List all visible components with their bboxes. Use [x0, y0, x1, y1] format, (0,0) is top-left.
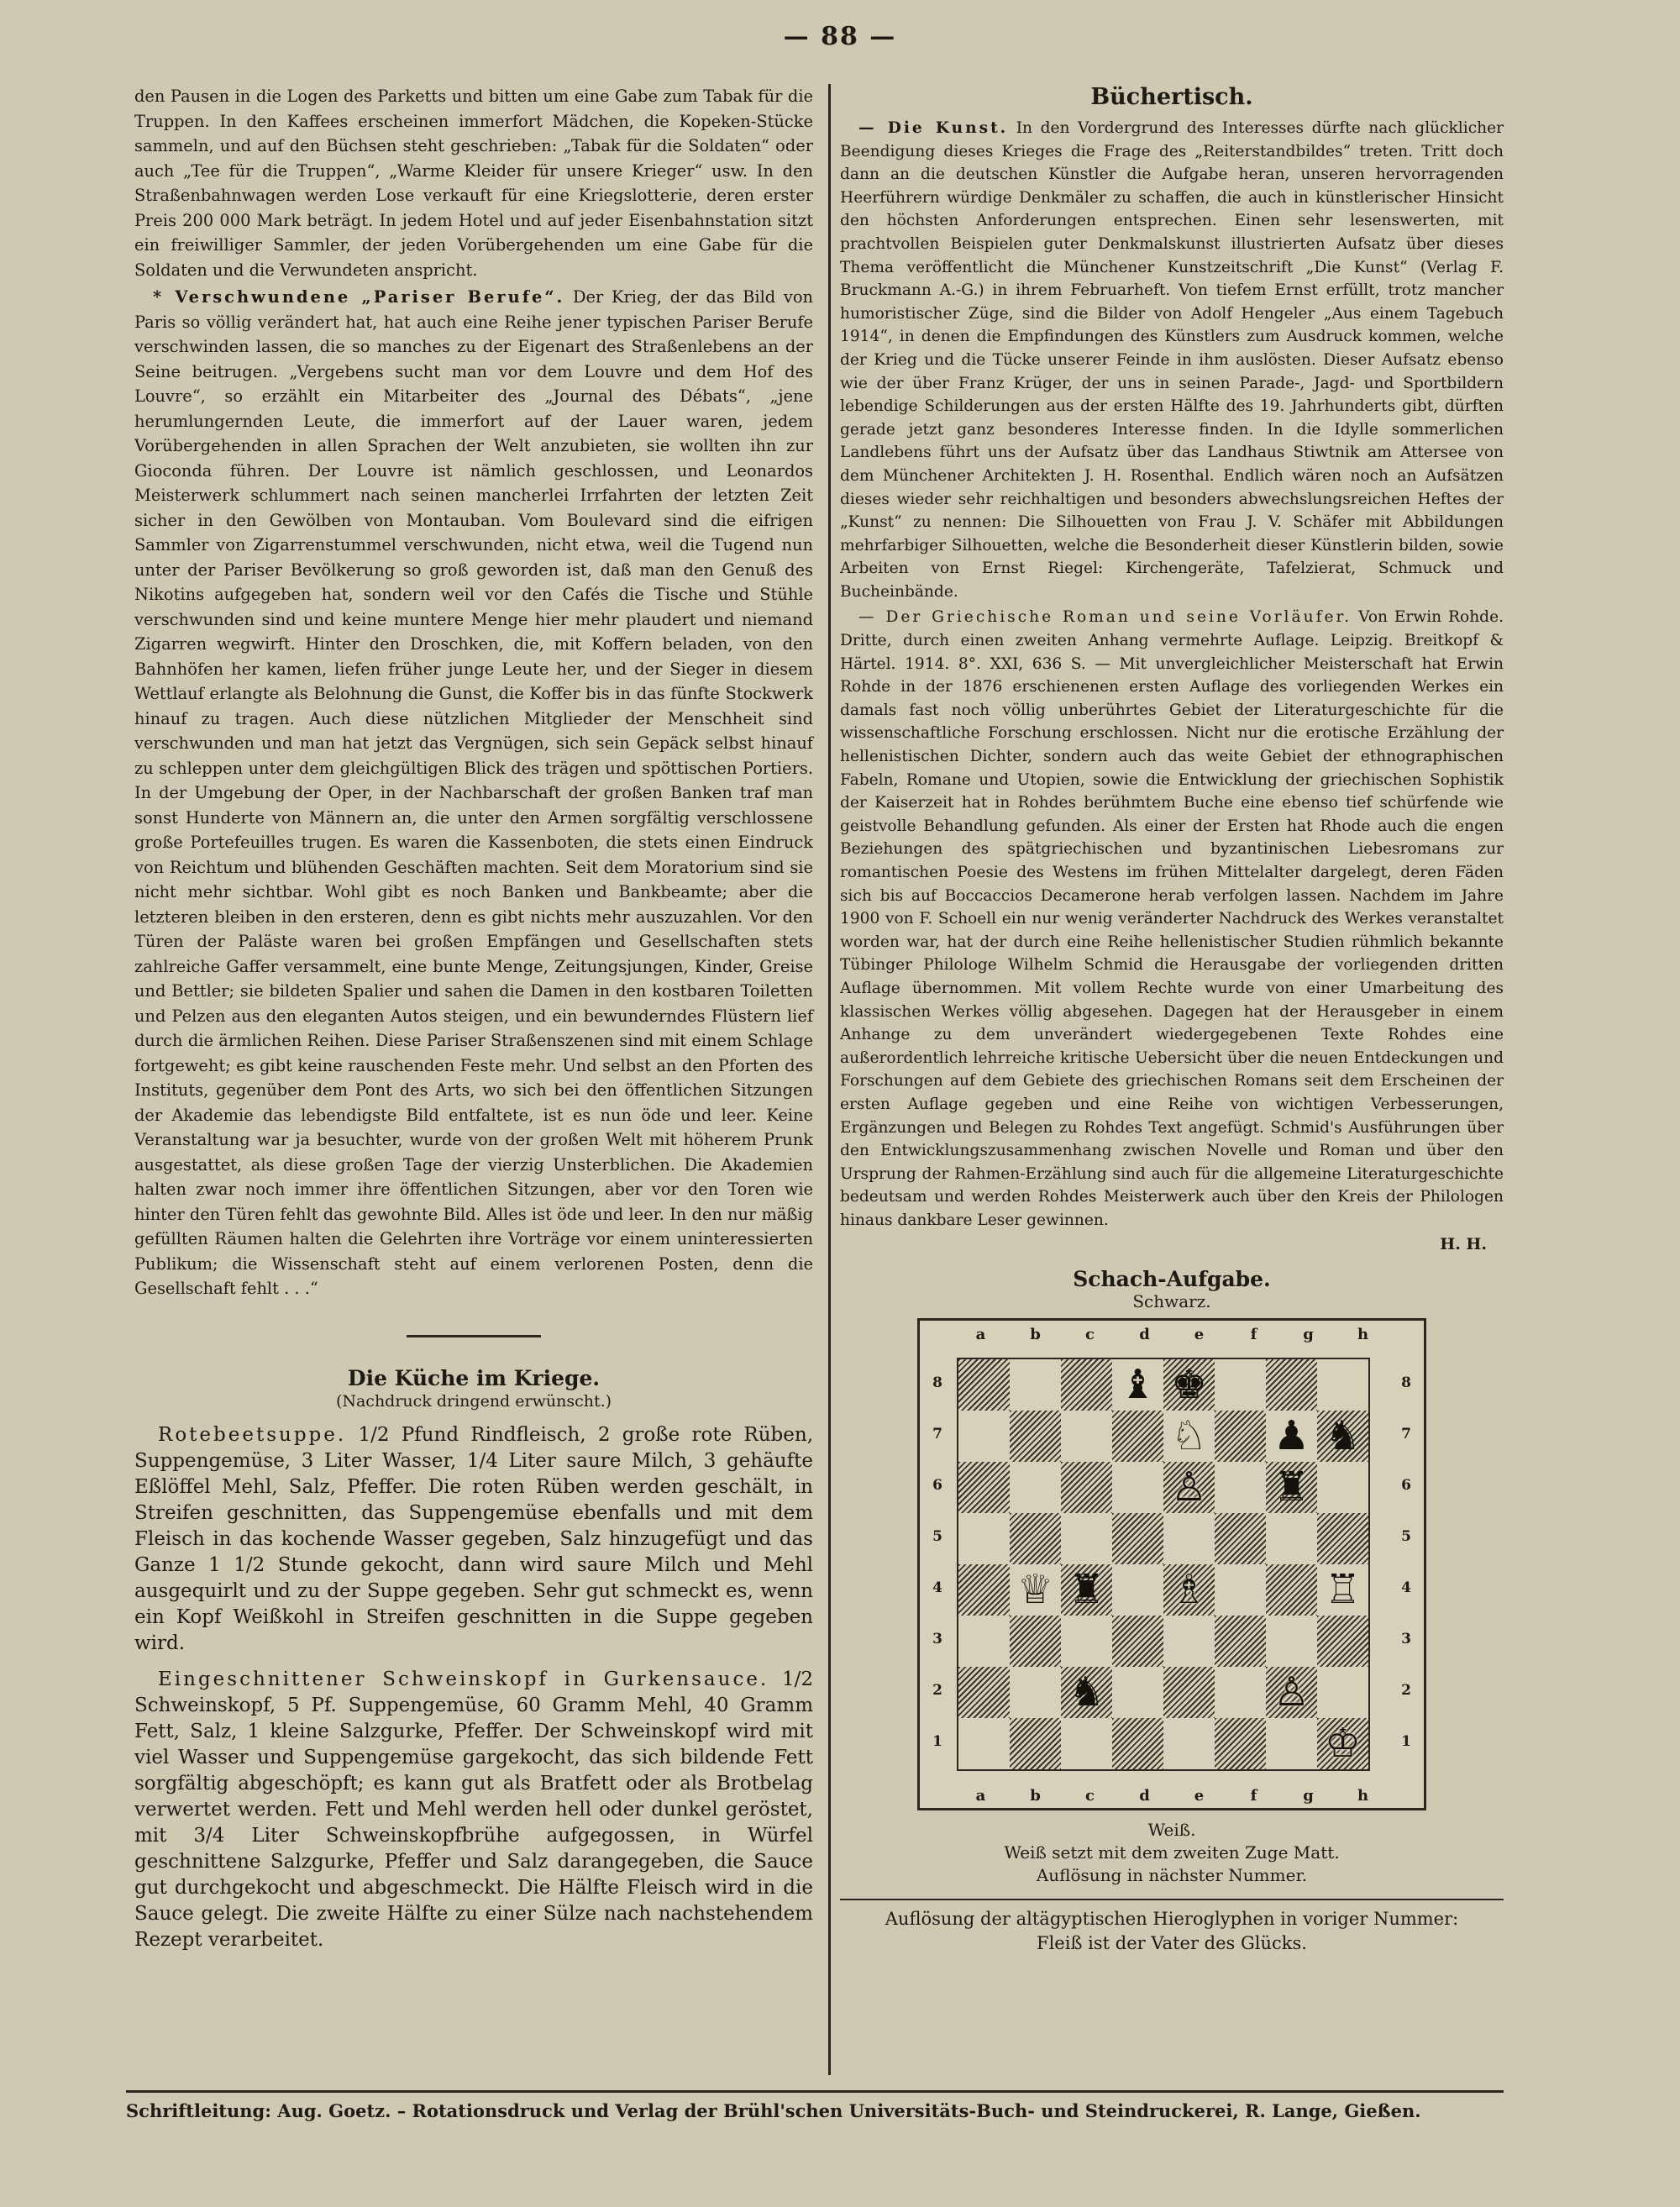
board-square-d3: [1112, 1616, 1163, 1667]
board-square-c6: [1061, 1462, 1112, 1513]
column-divider: [828, 84, 831, 2075]
rank-label: 3: [1401, 1631, 1411, 1647]
board-square-f6: [1215, 1462, 1266, 1513]
file-label: d: [1139, 1786, 1150, 1805]
roman-text: Von Erwin Rohde. Dritte, durch einen zweiten Anhang vermehrte Auflage. Leipzig. Breitkopf & Härtel. 1914. 8°. XXI, 636 S. — Mit unvergleichlicher Meisterschaft hat Erwin Rohde in der 1876 erschienenen ersten Auflage des vorliegenden Werkes ein damals fast noch völlig unberührtes Gebiet der Literaturgeschichte für die wissenschaftliche Forschung erschlossen. Nicht nur die erotische Erzählung der hellenistischen Dichter, sondern auch das weite Gebiet der ethnographischen Fabeln, Romane und Utopien, sowie die Entwicklung der griechischen Sophistik der Kaiserzeit hat in Rohdes berühmtem Buche eine ebenso tief schürfende wie geistvolle Behandlung gefunden. Als einer der Ersten hat Rhode auch die engen Beziehungen des spätgriechischen und byzantinischen Liebesromans zur romantischen Poesie des Westens im frühen Mittelalter dargelegt, deren Fäden sich bis auf Boccaccios Decamerone herab verfolgen lassen. Nachdem im Jahre 1900 von F. Schoell ein nur wenig veränderter Nachdruck des Werkes veranstaltet worden war, hat der durch eine Reihe hellenistischer Studien rühmlich bekannte Tübinger Philologe Wilhelm Schmid die Herausgabe der vorliegenden dritten Auflage übernommen. Mit vollem Rechte wurde von einer Umarbeitung des klassischen Werkes völlig abgesehen. Dagegen hat der Herausgeber in einem Anhange zu dem unverändert wiedergegebenen Texte Rohdes eine außerordentlich lehrreiche kritische Uebersicht über die neuen Entdeckungen und Forschungen auf dem Gebiete des griechischen Romans seit dem Erscheinen der ersten Auflage gegeben und eine Reihe von wichtigen Verbesserungen, Ergänzungen und Belegen zu Rohdes Text angefügt. Schmid's Ausführungen über den Entwicklungszusammenhang zwischen Novelle und Roman und über den Ursprung der Rahmen-Erzählung sind auch für die allgemeine Literaturgeschichte bedeutsam und werden Rohdes Meisterwerk auch über den Kreis der Philologen hinaus dankbare Leser gewinnen.: [840, 608, 1504, 1229]
right-column: [840, 84, 1504, 1956]
board-square-c4: [1061, 1564, 1112, 1616]
board-square-b3: [1010, 1616, 1061, 1667]
board-square-g5: [1266, 1513, 1317, 1564]
file-label: e: [1194, 1786, 1205, 1805]
chess-piece-black-g7: ♟: [1273, 1412, 1310, 1459]
board-square-h4: [1317, 1564, 1368, 1616]
recipes-subtitle: (Nachdruck dringend erwünscht.): [335, 1391, 612, 1411]
file-labels-top: [953, 1326, 1390, 1343]
chess-piece-white-b4: ♕: [1016, 1566, 1054, 1613]
rank-labels-left: [925, 1358, 950, 1768]
board-square-d1: [1112, 1718, 1163, 1769]
rank-label: 8: [1401, 1374, 1411, 1391]
chess-piece-white-e7: ♘: [1170, 1412, 1208, 1459]
recipes-title: Die Küche im Kriege.: [347, 1365, 601, 1390]
vanished-professions-heading: * Verschwundene „Pariser Berufe“.: [153, 287, 565, 307]
recipe-title: Rotebeetsuppe.: [158, 1423, 347, 1446]
board-square-a4: [958, 1564, 1010, 1616]
board-square-e7: [1163, 1411, 1215, 1462]
rank-label: 4: [1401, 1579, 1411, 1596]
board-square-a5: [958, 1513, 1010, 1564]
recipe-schweinskopf: [134, 1667, 813, 1953]
rank-label: 4: [932, 1579, 942, 1596]
board-square-f8: [1215, 1359, 1266, 1411]
footer-rule: [126, 2090, 1504, 2093]
file-label: g: [1303, 1325, 1314, 1343]
chess-piece-black-c2: ♞: [1068, 1668, 1105, 1716]
rank-label: 2: [932, 1682, 942, 1699]
board-square-h2: [1317, 1667, 1368, 1718]
board-square-e4: [1163, 1564, 1215, 1616]
board-square-c7: [1061, 1411, 1112, 1462]
chess-piece-white-g2: ♙: [1273, 1668, 1310, 1716]
board-square-h1: [1317, 1718, 1368, 1769]
chess-piece-black-h7: ♞: [1324, 1412, 1362, 1459]
recipe-title: Eingeschnittener Schweinskopf in Gurkensauce.: [158, 1668, 769, 1690]
vanished-professions-article: [134, 285, 813, 1301]
chess-white-label: Weiß.: [1147, 1819, 1196, 1840]
chess-board: [957, 1358, 1370, 1771]
board-square-g3: [1266, 1616, 1317, 1667]
file-label: h: [1357, 1325, 1369, 1343]
board-square-b7: [1010, 1411, 1061, 1462]
board-square-f2: [1215, 1667, 1266, 1718]
chess-piece-black-e8: ♚: [1170, 1361, 1208, 1408]
board-square-g8: [1266, 1359, 1317, 1411]
file-label: b: [1030, 1786, 1041, 1805]
board-square-d4: [1112, 1564, 1163, 1616]
board-square-d2: [1112, 1667, 1163, 1718]
recipe-text: 1/2 Pfund Rindfleisch, 2 große rote Rüben, Suppengemüse, 3 Liter Wasser, 1/4 Liter saure Milch, 3 gehäufte Eßlöffel Mehl, Salz, Pfeffer. Die roten Rüben werden geschält, in Streifen geschnitten, das Suppengemüse ebenfalls und mit dem Fleisch in das kochende Wasser gegeben, Salz hinzugefügt und das Ganze 1 1/2 Stunde gekocht, dann wird saure Milch und Mehl ausgequirlt und zu der Suppe gegeben. Sehr gut schmeckt es, wenn ein Kopf Weißkohl in Streifen geschnitten in die Suppe gegeben wird.: [134, 1423, 814, 1654]
board-square-a6: [958, 1462, 1010, 1513]
board-square-h5: [1317, 1513, 1368, 1564]
board-square-a3: [958, 1616, 1010, 1667]
board-square-e6: [1163, 1462, 1215, 1513]
board-square-g4: [1266, 1564, 1317, 1616]
chess-caption: [840, 1819, 1504, 1887]
file-label: d: [1139, 1325, 1150, 1343]
chess-piece-white-h4: ♖: [1324, 1566, 1362, 1613]
board-square-e1: [1163, 1718, 1215, 1769]
board-square-g1: [1266, 1718, 1317, 1769]
file-label: h: [1357, 1786, 1369, 1805]
board-square-b6: [1010, 1462, 1061, 1513]
rank-label: 6: [932, 1477, 942, 1494]
notice-divider: [840, 1899, 1504, 1900]
board-square-d7: [1112, 1411, 1163, 1462]
imprint-footer: Schriftleitung: Aug. Goetz. – Rotationsdruck und Verlag der Brühl'schen Universitäts-Buch- und Steindruckerei, R. Lange, Gießen.: [126, 2100, 1421, 2121]
file-label: c: [1085, 1325, 1095, 1343]
board-square-c2: [1061, 1667, 1112, 1718]
kunst-heading: — Die Kunst.: [858, 119, 1009, 137]
board-square-f1: [1215, 1718, 1266, 1769]
board-square-f7: [1215, 1411, 1266, 1462]
board-square-f4: [1215, 1564, 1266, 1616]
board-square-a2: [958, 1667, 1010, 1718]
chess-piece-black-c4: ♜: [1068, 1566, 1105, 1613]
kunst-review: [840, 117, 1504, 603]
board-square-h7: [1317, 1411, 1368, 1462]
chess-caption-line1: Weiß setzt mit dem zweiten Zuge Matt.: [1004, 1842, 1340, 1863]
chess-piece-white-h1: ♔: [1324, 1720, 1362, 1767]
board-square-a8: [958, 1359, 1010, 1411]
file-label: a: [975, 1786, 986, 1805]
board-square-c8: [1061, 1359, 1112, 1411]
chess-piece-black-g6: ♜: [1273, 1463, 1310, 1511]
file-labels-bottom: [953, 1787, 1390, 1805]
rank-label: 5: [932, 1528, 942, 1545]
notice-line1: Auflösung der altägyptischen Hieroglyphen in voriger Nummer:: [885, 1908, 1459, 1929]
rank-label: 3: [932, 1631, 942, 1647]
review-signature: H. H.: [1440, 1234, 1487, 1253]
board-square-d5: [1112, 1513, 1163, 1564]
board-square-c1: [1061, 1718, 1112, 1769]
chess-diagram: [917, 1318, 1426, 1810]
buechertisch-title: Büchertisch.: [1090, 84, 1253, 110]
hieroglyph-notice: [840, 1907, 1504, 1956]
file-label: f: [1250, 1786, 1257, 1805]
file-label: b: [1030, 1325, 1041, 1343]
chess-black-label: Schwarz.: [1132, 1290, 1211, 1311]
board-square-b8: [1010, 1359, 1061, 1411]
board-square-h6: [1317, 1462, 1368, 1513]
rank-label: 2: [1401, 1682, 1411, 1699]
board-square-h8: [1317, 1359, 1368, 1411]
board-square-g6: [1266, 1462, 1317, 1513]
chess-piece-white-e4: ♗: [1170, 1566, 1208, 1613]
board-square-e5: [1163, 1513, 1215, 1564]
rank-label: 8: [932, 1374, 942, 1391]
rank-label: 6: [1401, 1477, 1411, 1494]
board-square-g2: [1266, 1667, 1317, 1718]
vanished-professions-text: Der Krieg, der das Bild von Paris so völlig verändert hat, hat auch eine Reihe jener typischen Pariser Berufe verschwinden lassen, die so manches zu der Eigenart des Straßenlebens an der Seine beitrugen. „Vergebens sucht man vor dem Louvre und dem Hof des Louvre“, so erzählt ein Mitarbeiter des „Journal des Débats“, „jene herumlungernden Leute, die immerfort auf der Lauer waren, jedem Vorübergehenden in allen Sprachen der Welt anzubieten, sie wollten ihn zur Gioconda führen. Der Louvre ist nämlich geschlossen, und Leonardos Meisterwerk schlummert nach seinen mancherlei Irrfahrten der letzten Zeit sicher in den Gewölben von Montauban. Vom Boulevard sind die eifrigen Sammler von Zigarrenstummel verschwunden, nicht etwa, weil die Tugend nun unter der Pariser Bevölkerung so groß geworden ist, daß man den Genuß des Nikotins aufgegeben hat, sondern weil vor den Cafés die Tische und Stühle verschwunden sind und keine muntere Menge hier mehr plaudert und niemand Zigarren wegwirft. Hinter den Droschken, die, mit Koffern beladen, von den Bahnhöfen her kamen, liefen früher junge Leute her, und der Sieger in diesem Wettlauf erlangte als Belohnung die Gunst, die Koffer bis in das fünfte Stockwerk hinauf zu tragen. Auch diese nützlichen Mitglieder der Menschheit sind verschwunden und man hat jetzt das Vergnügen, sich sein Gepäck selbst hinauf zu schleppen unter dem gleichgültigen Blick des trägen und spöttischen Portiers. In der Umgebung der Oper, in der Nachbarschaft der großen Banken traf man sonst Hunderte von Männern an, die unter den Armen sorgfältig verschlossene große Portefeuilles trugen. Es waren die Kassenboten, die stets einen Eindruck von Reichtum und blühenden Geschäften machten. Seit dem Moratorium sind sie nicht mehr sichtbar. Wohl gibt es noch Banken und Bankbeamte; aber die letzteren bleiben in den ersteren, denn es gibt nichts mehr auszuzahlen. Vor den Türen der Paläste waren bei großen Empfängen und Gesellschaften stets zahlreiche Gaffer versammelt, eine bunte Menge, Zeitungsjungen, Kinder, Greise und Bettler; sie bildeten Spalier und sahen die Damen in den kostbaren Toiletten und Pelzen aus den eleganten Autos steigen, und ein bewunderndes Flüstern lief durch die ärmlichen Reihen. Diese Pariser Straßenszenen sind mit einem Schlage fortgeweht; es gibt keine rauschenden Feste mehr. Und selbst an den Pforten des Instituts, gegenüber dem Pont des Arts, wo sich bei den öffentlichen Sitzungen der Akademie das lebendigste Bild entfaltete, ist es nun öde und leer. Keine Veranstaltung war ja besuchter, wurde von der großen Welt mit höherem Prunk ausgestattet, als diese großen Tage der vierzig Unsterblichen. Die Akademien halten zwar noch immer ihre öffentlichen Sitzungen, aber vor den Toren wie hinter den Türen fehlt das gewohnte Bild. Alles ist öde und leer. In den nur mäßig gefüllten Räumen halten die Gelehrten ihre Vorträge vor einem uninteressierten Publikum; die Wissenschaft steht auf einem verlorenen Posten, denn die Gesellschaft fehlt . . .“: [134, 287, 813, 1298]
recipe-text: 1/2 Schweinskopf, 5 Pf. Suppengemüse, 60 Gramm Mehl, 40 Gramm Fett, Salz, 1 kleine Salzgurke, Pfeffer. Der Schweinskopf wird mit viel Wasser und Suppengemüse gargekocht, das sich bildende Fett sorgfältig abgeschöpft; es kann gut als Bratfett oder als Brotbelag verwertet werden. Fett und Mehl werden hell oder dunkel geröstet, mit 3/4 Liter Schweinskopfbrühe aufgegossen, in Würfel geschnittene Salzgurke, Pfeffer und Salz darangegeben, die Sauce gut durchgekocht und abgeschmeckt. Die Hälfte Fleisch wird in die Sauce gelegt. Die zweite Hälfte zu einer Sülze nach nachstehendem Rezept verarbeitet.: [134, 1668, 813, 1951]
notice-line2: Fleiß ist der Vater des Glücks.: [1037, 1932, 1307, 1953]
chess-title: Schach-Aufgabe.: [1073, 1266, 1271, 1291]
board-square-e8: [1163, 1359, 1215, 1411]
board-square-a1: [958, 1718, 1010, 1769]
rank-labels-right: [1394, 1358, 1419, 1768]
board-square-b1: [1010, 1718, 1061, 1769]
board-square-b2: [1010, 1667, 1061, 1718]
left-column: [134, 84, 813, 1963]
board-square-f5: [1215, 1513, 1266, 1564]
roman-review: [840, 606, 1504, 1232]
file-label: e: [1194, 1325, 1205, 1343]
board-square-b4: [1010, 1564, 1061, 1616]
tobacco-paragraph: den Pausen in die Logen des Parketts und bitten um eine Gabe zum Tabak für die Truppen. In den Kaffees erscheinen immerfort Mädchen, die Kopeken-Stücke sammeln, und auf den Büchsen steht geschrieben: „Tabak für die Soldaten“ oder auch „Tee für die Truppen“, „Warme Kleider für unsere Krieger“ usw. In den Straßenbahnwagen werden Lose verkauft für eine Kriegslotterie, deren erster Preis 200 000 Mark beträgt. In jedem Hotel und auf jeder Eisenbahnstation sitzt ein freiwilliger Sammler, der jeden Vorübergehenden um eine Gabe für die Soldaten und die Verwundeten anspricht.: [134, 87, 813, 280]
rank-label: 1: [932, 1733, 942, 1750]
board-square-b5: [1010, 1513, 1061, 1564]
board-square-e2: [1163, 1667, 1215, 1718]
recipe-rotebeetsuppe: [134, 1422, 813, 1657]
chess-caption-line2: Auflösung in nächster Nummer.: [1036, 1864, 1308, 1885]
rank-label: 7: [932, 1426, 942, 1442]
board-square-h3: [1317, 1616, 1368, 1667]
rank-label: 1: [1401, 1733, 1411, 1750]
chess-piece-white-e6: ♙: [1170, 1463, 1208, 1511]
board-square-e3: [1163, 1616, 1215, 1667]
chess-piece-black-d8: ♝: [1119, 1361, 1157, 1408]
rank-label: 7: [1401, 1426, 1411, 1442]
page-number: — 88 —: [783, 22, 897, 51]
file-label: f: [1250, 1325, 1257, 1343]
board-square-c3: [1061, 1616, 1112, 1667]
file-label: c: [1085, 1786, 1095, 1805]
kunst-text: In den Vordergrund des Interesses dürfte nach glücklicher Beendigung dieses Krieges die Frage des „Reiterstandbildes“ treten. Tritt doch dann an die deutschen Künstler die Aufgabe heran, unseren hervorragenden Heerführern würdige Denkmäler zu schaffen, die auch in künstlerischer Hinsicht den höchsten Anforderungen entsprechen. Einen sehr lesenswerten, mit prachtvollen Beispielen guter Denkmalskunst illustrierten Aufsatz über dieses Thema veröffentlicht die Münchener Kunstzeitschrift „Die Kunst“ (Verlag F. Bruckmann A.-G.) in ihrem Februarheft. Von tiefem Ernst erfüllt, trotz mancher humoristischer Züge, sind die Bilder von Adolf Hengeler „Aus einem Tagebuch 1914“, in denen die Empfindungen des Künstlers zum Ausdruck kommen, welche der Krieg und die Tücke unserer Feinde in ihm auslösten. Dieser Aufsatz ebenso wie der über Franz Krüger, der uns in seinen Parade-, Jagd- und Sportbildern lebendige Schilderungen aus der ersten Hälfte des 19. Jahrhunderts gibt, dürften gerade jetzt ganz besonderes Interesse finden. In die Idylle sommerlichen Landlebens führt uns der Aufsatz über das Landhaus Stiwtnik am Attersee von dem Münchener Architekten J. H. Rosenthal. Endlich wären noch an Aufsätzen dieses wieder sehr reichhaltigen und besonders abwechslungsreichen Heftes der „Kunst“ zu nennen: Die Silhouetten von Frau J. V. Schäfer mit Abbildungen mehrfarbiger Silhouetten, welche die Besonderheit dieser Künstlerin bilden, sowie Arbeiten von Ernst Riegel: Kirchengeräte, Tafelzierat, Schmuck und Bucheinbände.: [840, 119, 1504, 601]
board-square-a7: [958, 1411, 1010, 1462]
rank-label: 5: [1401, 1528, 1411, 1545]
file-label: g: [1303, 1786, 1314, 1805]
board-square-c5: [1061, 1513, 1112, 1564]
board-square-f3: [1215, 1616, 1266, 1667]
section-divider: [407, 1335, 541, 1337]
board-square-d6: [1112, 1462, 1163, 1513]
board-square-g7: [1266, 1411, 1317, 1462]
file-label: a: [975, 1325, 986, 1343]
board-square-d8: [1112, 1359, 1163, 1411]
roman-heading: — Der Griechische Roman und seine Vorläufer.: [858, 608, 1352, 627]
